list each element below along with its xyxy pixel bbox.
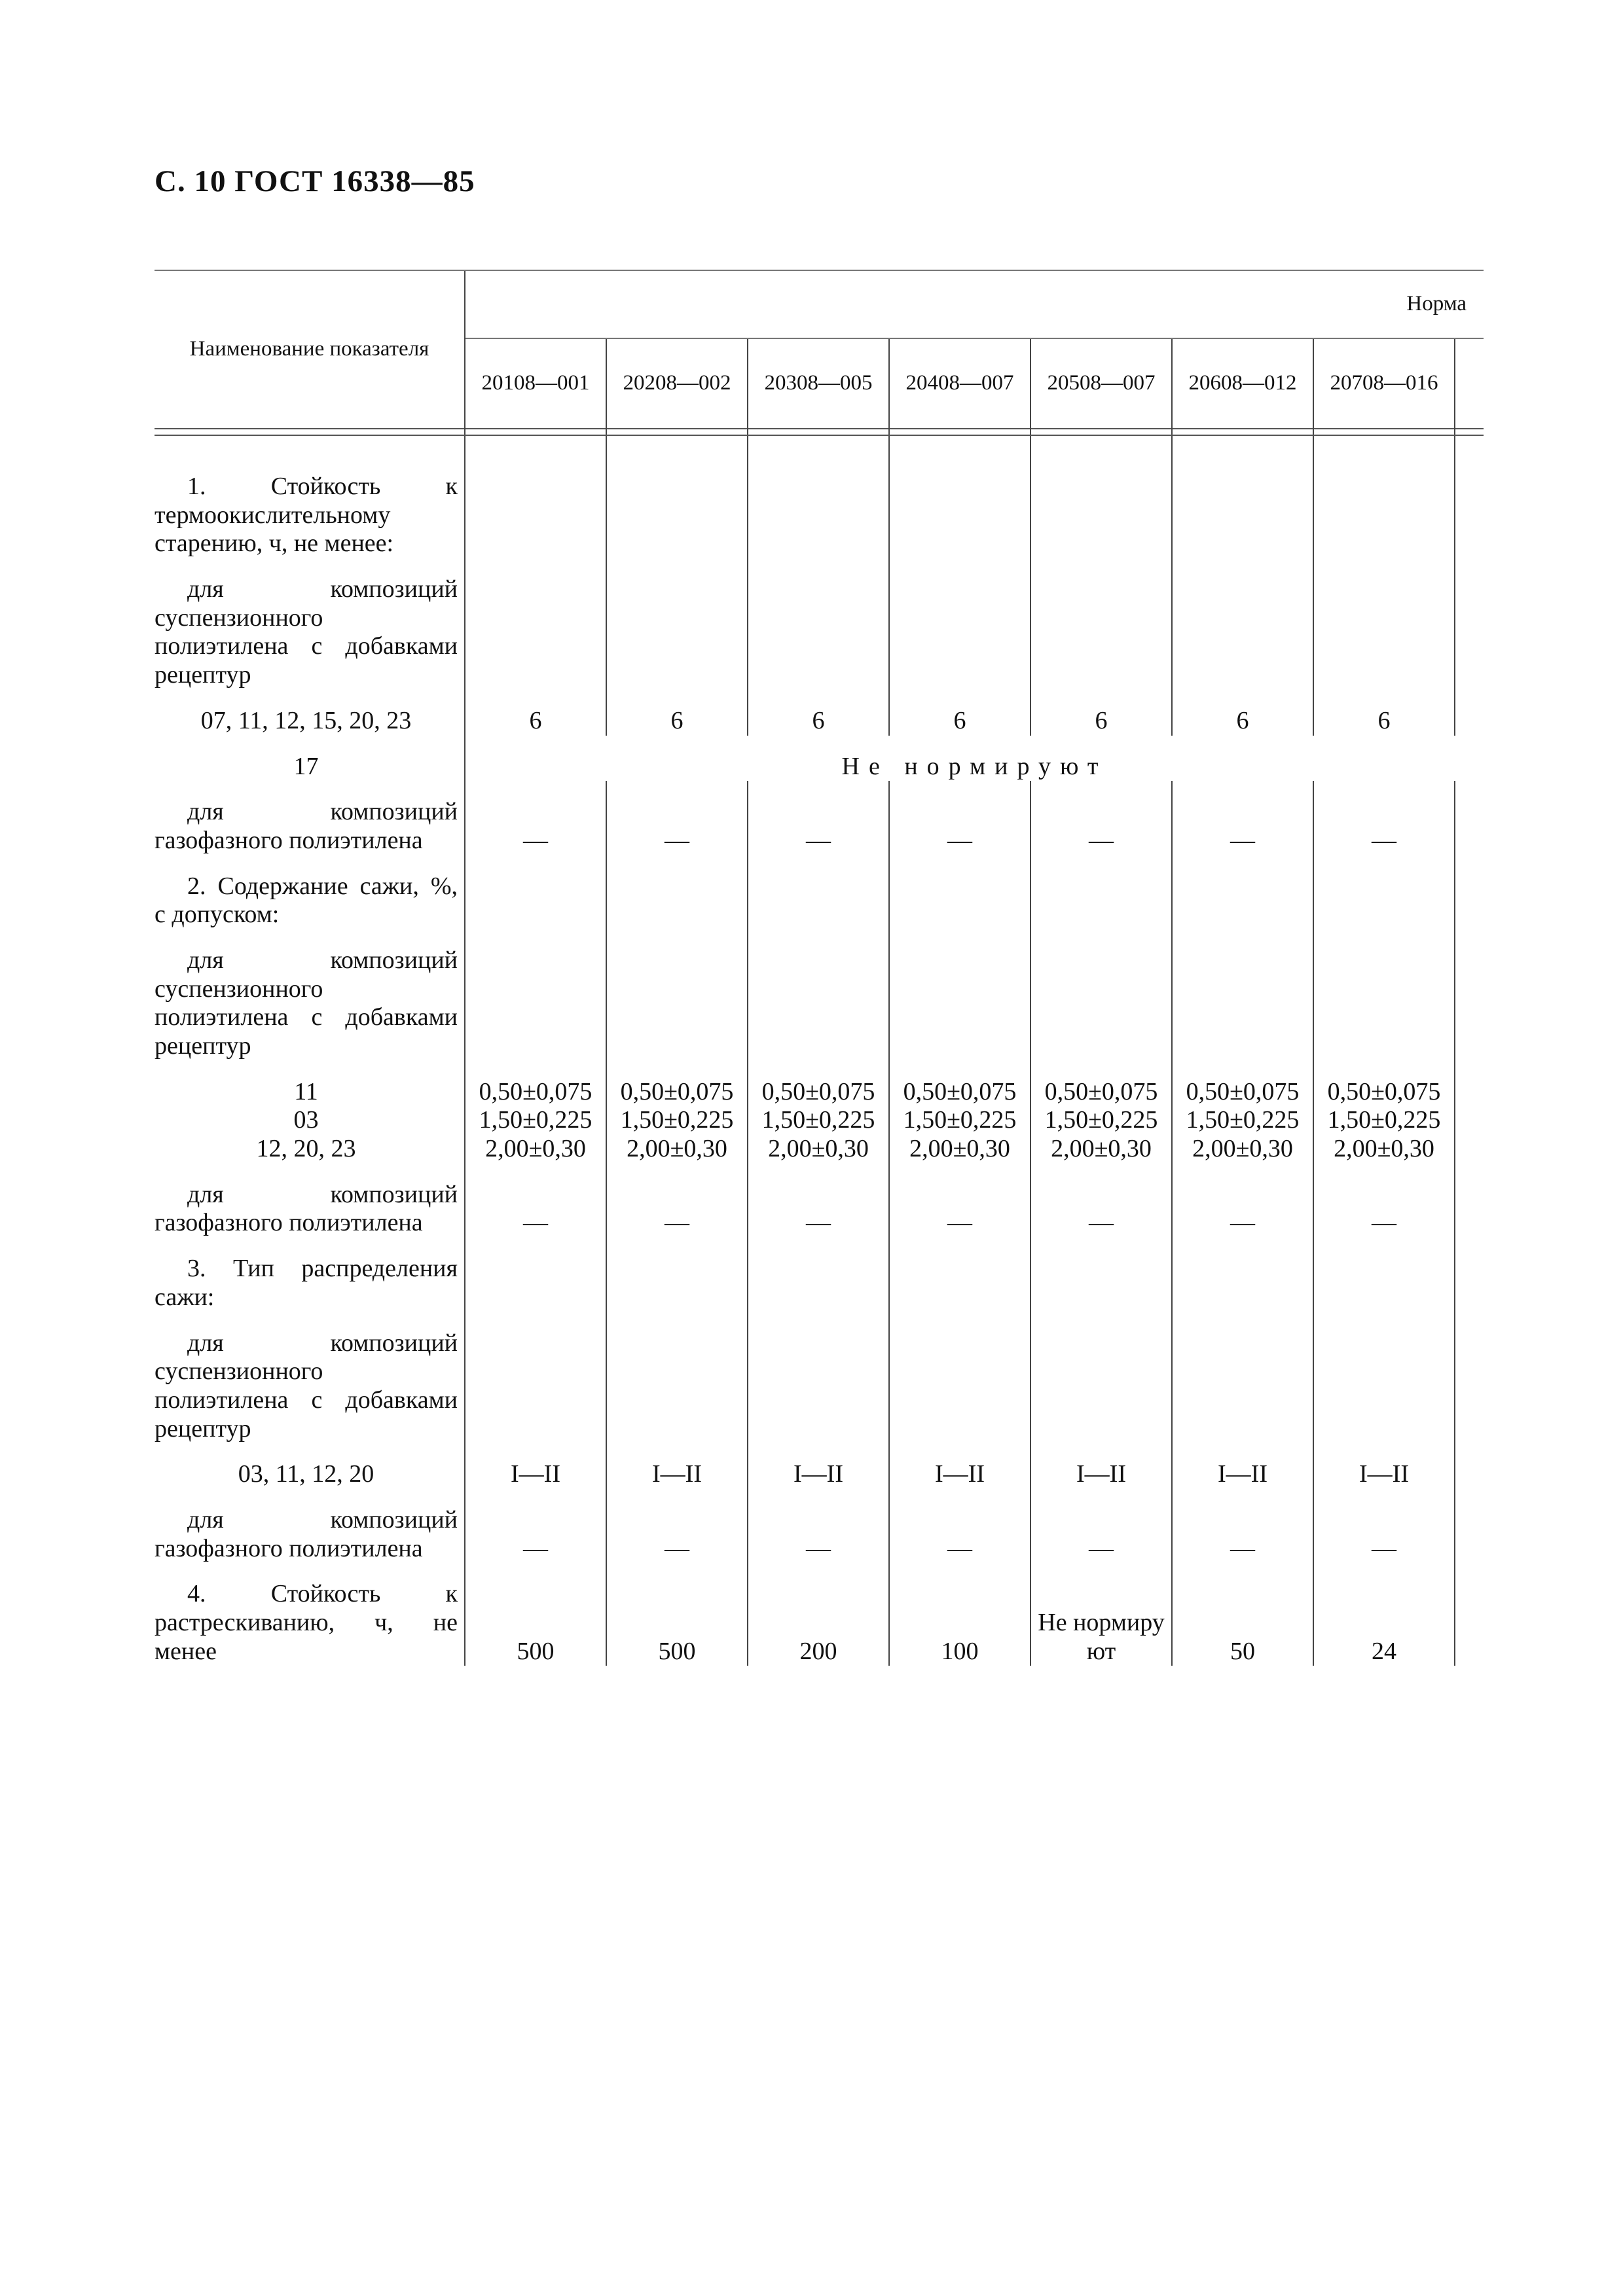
separator-cell [155,429,465,435]
row-empty-cell [1455,1563,1484,1666]
header-code: 20408—007 [889,338,1030,429]
row-value: I—II [606,1443,748,1489]
row-value: — [1030,781,1172,855]
row-value [1030,929,1172,1061]
separator-cell [606,429,748,435]
row-value: 6 [1172,690,1313,736]
row-value: I—II [748,1443,889,1489]
header-code: 20708—016 [1313,338,1455,429]
row-value [1172,1312,1313,1444]
row-value: 0,50±0,075 1,50±0,225 2,00±0,30 [1030,1061,1172,1164]
row-value [606,929,748,1061]
gap-cell [748,435,889,456]
row-value [748,456,889,558]
row-value: — [1313,781,1455,855]
row-value: 500 [606,1563,748,1666]
row-label: для композиций суспензионного полиэтилена с добавками рецептур [155,575,458,689]
page-header: С. 10 ГОСТ 16338—85 [155,164,475,198]
row-value: 500 [465,1563,606,1666]
row-value: — [748,1489,889,1563]
row-value: 0,50±0,075 1,50±0,225 2,00±0,30 [889,1061,1030,1164]
table-row [155,1563,1484,1666]
table-row [155,781,1484,855]
table-row [155,1312,1484,1444]
row-value [465,1238,606,1312]
row-value: 6 [748,690,889,736]
row-label: 3. Тип распределения сажи: [155,1255,458,1311]
row-empty-cell [1455,929,1484,1061]
row-value [1030,1563,1172,1666]
row-value: — [889,1489,1030,1563]
table-row [155,736,1484,781]
row-value: 100 [889,1563,1030,1666]
row-value: — [465,1164,606,1238]
row-value: — [1030,1164,1172,1238]
separator-cell [748,429,889,435]
gap-row [155,435,1484,456]
row-value [1172,456,1313,558]
row-value [748,1312,889,1444]
row-empty-cell [1455,1443,1484,1489]
row-empty-cell [1455,456,1484,558]
header-separator [155,429,1484,435]
row-value [1172,855,1313,929]
row-label: 07, 11, 12, 15, 20, 23 [200,706,412,734]
row-empty-cell [1455,1489,1484,1563]
gap-cell [1172,435,1313,456]
row-value [748,558,889,690]
row-value: — [1313,1164,1455,1238]
row-label: 17 [293,752,319,780]
row-value [889,855,1030,929]
row-value [748,855,889,929]
row-value [465,558,606,690]
row-value [889,456,1030,558]
row-empty-cell [1455,781,1484,855]
row-value [889,558,1030,690]
row-value [1313,1312,1455,1444]
row-empty-cell [1455,855,1484,929]
row-value: 0,50±0,075 1,50±0,225 2,00±0,30 [1172,1061,1313,1164]
row-value: I—II [465,1443,606,1489]
gap-cell [1030,435,1172,456]
row-value: — [465,781,606,855]
row-value: 24 [1313,1563,1455,1666]
row-value: — [606,1164,748,1238]
table-row [155,855,1484,929]
row-value [1313,929,1455,1061]
row-value [748,1238,889,1312]
row-value: — [1172,781,1313,855]
row-value: 6 [606,690,748,736]
row-value [606,1312,748,1444]
row-value: 0,50±0,075 1,50±0,225 2,00±0,30 [606,1061,748,1164]
separator-cell [1313,429,1455,435]
row-value: I—II [1030,1443,1172,1489]
row-value [465,456,606,558]
row-value: I—II [1172,1443,1313,1489]
row-value [1313,558,1455,690]
row-value [889,929,1030,1061]
row-value [465,1312,606,1444]
table-row [155,929,1484,1061]
row-value: 50 [1172,1563,1313,1666]
row-value [606,1238,748,1312]
header-code: 20308—005 [748,338,889,429]
row-value [1030,1312,1172,1444]
header-code: 20108—001 [465,338,606,429]
gap-cell [606,435,748,456]
row-empty-cell [1455,1238,1484,1312]
spec-table [155,270,1484,1666]
header-indicator-name: Наименование показателя [155,270,465,429]
row-value: — [1172,1164,1313,1238]
table-row [155,1443,1484,1489]
row-value: 0,50±0,075 1,50±0,225 2,00±0,30 [748,1061,889,1164]
row-value: I—II [1313,1443,1455,1489]
row-value: — [606,781,748,855]
separator-cell [1030,429,1172,435]
row-label: для композиций газофазного полиэтилена [155,1180,458,1237]
separator-cell [465,429,606,435]
table-row [155,1238,1484,1312]
row-value: 200 [748,1563,889,1666]
row-empty-cell [1455,1164,1484,1238]
row-value [1030,558,1172,690]
row-value [1172,558,1313,690]
table-row [155,1489,1484,1563]
header-norma: Норма [465,270,1484,338]
row-empty-cell [1455,1061,1484,1164]
gap-cell [155,435,465,456]
row-value: — [1313,1489,1455,1563]
row-value: I—II [889,1443,1030,1489]
row-value [465,929,606,1061]
row-value [606,456,748,558]
row-empty-cell [1455,558,1484,690]
row-value [1313,1238,1455,1312]
row-value: — [748,1164,889,1238]
table-row [155,456,1484,558]
table-row [155,690,1484,736]
row-value: — [465,1489,606,1563]
row-value: 6 [1030,690,1172,736]
row-value [1172,929,1313,1061]
row-value [606,558,748,690]
row-value [1030,456,1172,558]
row-value: — [1172,1489,1313,1563]
row-value [606,855,748,929]
row-label: 11 03 12, 20, 23 [256,1077,356,1163]
table-row [155,1164,1484,1238]
row-label: для композиций газофазного полиэтилена [155,798,458,854]
row-value: — [748,781,889,855]
row-label: для композиций суспензионного полиэтилена с добавками рецептур [155,1329,458,1443]
row-label: 1. Стойкость к термоокислительному старению, ч, не менее: [155,473,458,558]
row-label: 2. Содержание сажи, %, с допуском: [155,872,458,929]
header-code: 20208—002 [606,338,748,429]
header-code: 20608—012 [1172,338,1313,429]
row-value [748,929,889,1061]
row-value: 0,50±0,075 1,50±0,225 2,00±0,30 [465,1061,606,1164]
row-value [1030,1238,1172,1312]
separator-cell [889,429,1030,435]
row-value: 6 [1313,690,1455,736]
table-row [155,1061,1484,1164]
row-label: для композиций газофазного полиэтилена [155,1505,458,1562]
row-value: — [606,1489,748,1563]
row-value: 6 [465,690,606,736]
row-label: для композиций суспензионного полиэтилена с добавками рецептур [155,946,458,1060]
row-span-value: Не нормируют [465,736,1484,781]
row-value [889,1238,1030,1312]
row-value [1030,855,1172,929]
row-empty-cell [1455,1312,1484,1444]
row-label: 4. Стойкость к растрескиванию, ч, не менее [155,1580,458,1665]
row-value: 6 [889,690,1030,736]
row-value: — [1030,1489,1172,1563]
separator-cell [1455,429,1484,435]
row-label: 03, 11, 12, 20 [238,1460,374,1488]
row-value: 0,50±0,075 1,50±0,225 2,00±0,30 [1313,1061,1455,1164]
row-value [1313,456,1455,558]
gap-cell [465,435,606,456]
header-empty-cell [1455,338,1484,429]
row-empty-cell [1455,690,1484,736]
row-value: — [889,781,1030,855]
gap-cell [1313,435,1455,456]
row-value: — [889,1164,1030,1238]
gap-cell [889,435,1030,456]
header-code: 20508—007 [1030,338,1172,429]
gap-cell [1455,435,1484,456]
row-value [465,855,606,929]
row-value [1172,1238,1313,1312]
table-row [155,558,1484,690]
separator-cell [1172,429,1313,435]
row-value [1313,855,1455,929]
value-text: Не нормируют [1038,1609,1165,1665]
row-value [889,1312,1030,1444]
